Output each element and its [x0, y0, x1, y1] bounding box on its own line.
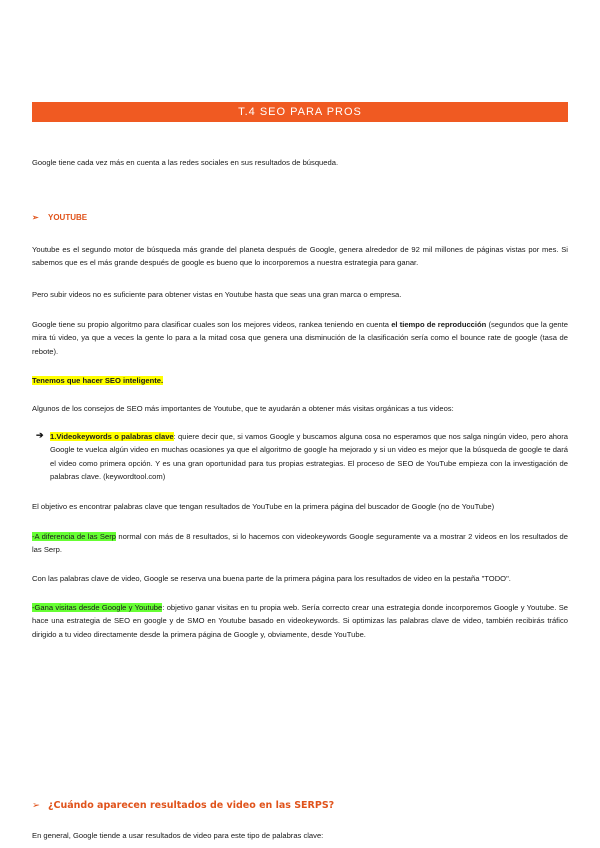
bullet-videokeywords: 1.Videokeywords o palabras clave: quiere decir que, si vamos Google y buscamos alguna cosa no esperamos que nos salga ningún video, pero ahora Google te vuelca algún video en muchas ocasiones ya que el algoritmo de google ha mejorado y si un video es mejor que la búsqueda de google te dará el video como primera opción. Y es una gran oportunidad para tus propias estrategias. El proceso de SEO de YouTube empieza con la investigación de palabras clave. (keywordtool.com): [50, 432, 568, 482]
section-title: YOUTUBE: [48, 213, 88, 222]
section-heading-youtube: [32, 213, 87, 222]
highlighted-text: Tenemos que hacer SEO inteligente.: [32, 376, 164, 385]
arrow-bullet-icon: ➢: [32, 800, 40, 811]
intro-paragraph: Google tiene cada vez más en cuenta a las redes sociales en sus resultados de búsqueda.: [32, 158, 339, 167]
paragraph-youtube-intro: Youtube es el segundo motor de búsqueda más grande del planeta después de Google, genera alrededor de 92 mil millones de páginas vistas por mes. Si sabemos que es el más grande después de google es bueno que lo incorporemos a nuestra estrategia para ganar.: [32, 245, 568, 268]
paragraph-objetivo: El objetivo es encontrar palabras clave que tengan resultados de YouTube en la primera página del buscador de Google (no de YouTube): [32, 502, 495, 511]
highlighted-text: -Gana visitas desde Google y Youtube: [32, 603, 163, 612]
paragraph-en-general: En general, Google tiende a usar resultados de video para este tipo de palabras clave:: [32, 831, 324, 840]
paragraph-consejos: Algunos de los consejos de SEO más importantes de Youtube, que te ayudarán a obtener más visitas orgánicas a tus videos:: [32, 404, 454, 413]
page-title-banner: T.4 SEO PARA PROS: [32, 102, 568, 122]
paragraph-palabras-clave-video: Con las palabras clave de video, Google se reserva una buena parte de la primera página para los resultados de video en la pestaña "TODO".: [32, 574, 511, 583]
paragraph-seo-inteligente: [32, 374, 568, 387]
section-title: ¿Cuándo aparecen resultados de video en las SERPS?: [48, 800, 335, 811]
section-heading-serps: [32, 800, 334, 811]
paragraph-subir-videos: Pero subir videos no es suficiente para obtener vistas en Youtube hasta que seas una gran marca o empresa.: [32, 290, 402, 299]
arrow-right-icon: ➔: [36, 430, 44, 440]
bullet-title: 1.Videokeywords o palabras clave: [50, 432, 174, 441]
bold-text: el tiempo de reproducción: [391, 320, 487, 329]
arrow-bullet-icon: ➢: [32, 213, 39, 222]
paragraph-algoritmo: Google tiene su propio algoritmo para clasificar cuales son los mejores videos, rankea teniendo en cuenta el tiempo de reproducción (segundos que la gente mira tú video, ya que a veces la gente lo para a la mitad cosa que genera una disminución de la clasificación sería como el bounce rate de google (tasa de rebote).: [32, 320, 568, 356]
highlighted-text: -A diferencia de las Serp: [32, 532, 116, 541]
paragraph-diferencia-serp: -A diferencia de las Serp normal con más de 8 resultados, si lo hacemos con videokeywords Google seguramente va a mostrar 2 videos en los resultados de las Serp.: [32, 532, 569, 555]
paragraph-gana-visitas: -Gana visitas desde Google y Youtube: objetivo ganar visitas en tu propia web. Sería correcto crear una estrategia donde incorporemos Google y Youtube. Se hace una estrategia de SEO en google y de SMO en Youtube basado en videokeywords. Si optimizas las palabras clave de video, también recibirás tráfico dirigido a tu video directamente desde la primera página de Google y, obviamente, desde YouTube.: [32, 603, 568, 639]
